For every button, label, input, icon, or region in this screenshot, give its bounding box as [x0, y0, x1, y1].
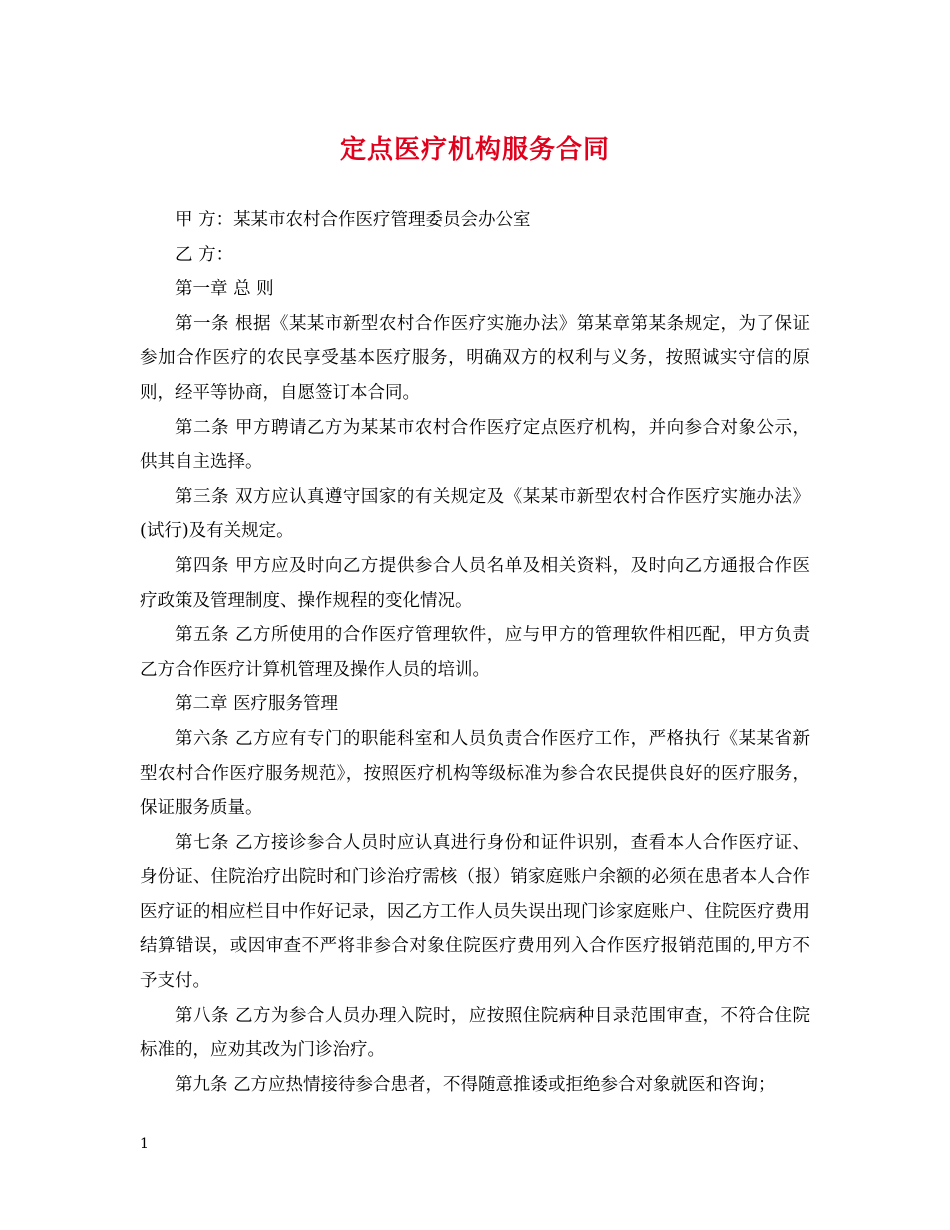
article-7: 第七条 乙方接诊参合人员时应认真进行身份和证件识别，查看本人合作医疗证、身份证、住院治疗出院时和门诊治疗需核（报）销家庭账户余额的必须在患者本人合作医疗证的相应栏目中作好记录，因乙方工作人员失误出现门诊家庭账户、住院医疗费用结算错误，或因审查不严将非参合对象住院医疗费用列入合作医疗报销范围的,甲方不予支付。 [140, 832, 810, 992]
article-6: 第六条 乙方应有专门的职能科室和人员负责合作医疗工作，严格执行《某某省新型农村合作医疗服务规范》，按照医疗机构等级标准为参合农民提供良好的医疗服务，保证服务质量。 [140, 728, 810, 819]
chapter-2-heading: 第二章 医疗服务管理 [175, 694, 339, 715]
article-3: 第三条 双方应认真遵守国家的有关规定及《某某市新型农村合作医疗实施办法》(试行)及有关规定。 [140, 486, 810, 542]
article-1: 第一条 根据《某某市新型农村合作医疗实施办法》第某章第某条规定，为了保证参加合作医疗的农民享受基本医疗服务，明确双方的权利与义务，按照诚实守信的原则，经平等协商，自愿签订本合同。 [140, 313, 810, 403]
document-title: 定点医疗机构服务合同 [339, 135, 610, 165]
chapter-1-heading: 第一章 总 则 [175, 279, 274, 300]
article-8: 第八条 乙方为参合人员办理入院时，应按照住院病种目录范围审查，不符合住院标准的，应劝其改为门诊治疗。 [140, 1005, 810, 1061]
article-9: 第九条 乙方应热情接待参合患者，不得随意推诿或拒绝参合对象就医和咨询； [175, 1074, 776, 1095]
party-b: 乙 方： [175, 244, 234, 265]
party-a: 甲 方：某某市农村合作医疗管理委员会办公室 [175, 210, 531, 230]
article-2: 第二条 甲方聘请乙方为某某市农村合作医疗定点医疗机构，并向参合对象公示，供其自主选择。 [140, 417, 810, 473]
page-number: 1 [140, 1136, 149, 1152]
article-4: 第四条 甲方应及时向乙方提供参合人员名单及相关资料，及时向乙方通报合作医疗政策及管理制度、操作规程的变化情况。 [140, 555, 810, 611]
document-body [140, 203, 810, 1102]
article-5: 第五条 乙方所使用的合作医疗管理软件，应与甲方的管理软件相匹配，甲方负责乙方合作医疗计算机管理及操作人员的培训。 [140, 625, 810, 680]
